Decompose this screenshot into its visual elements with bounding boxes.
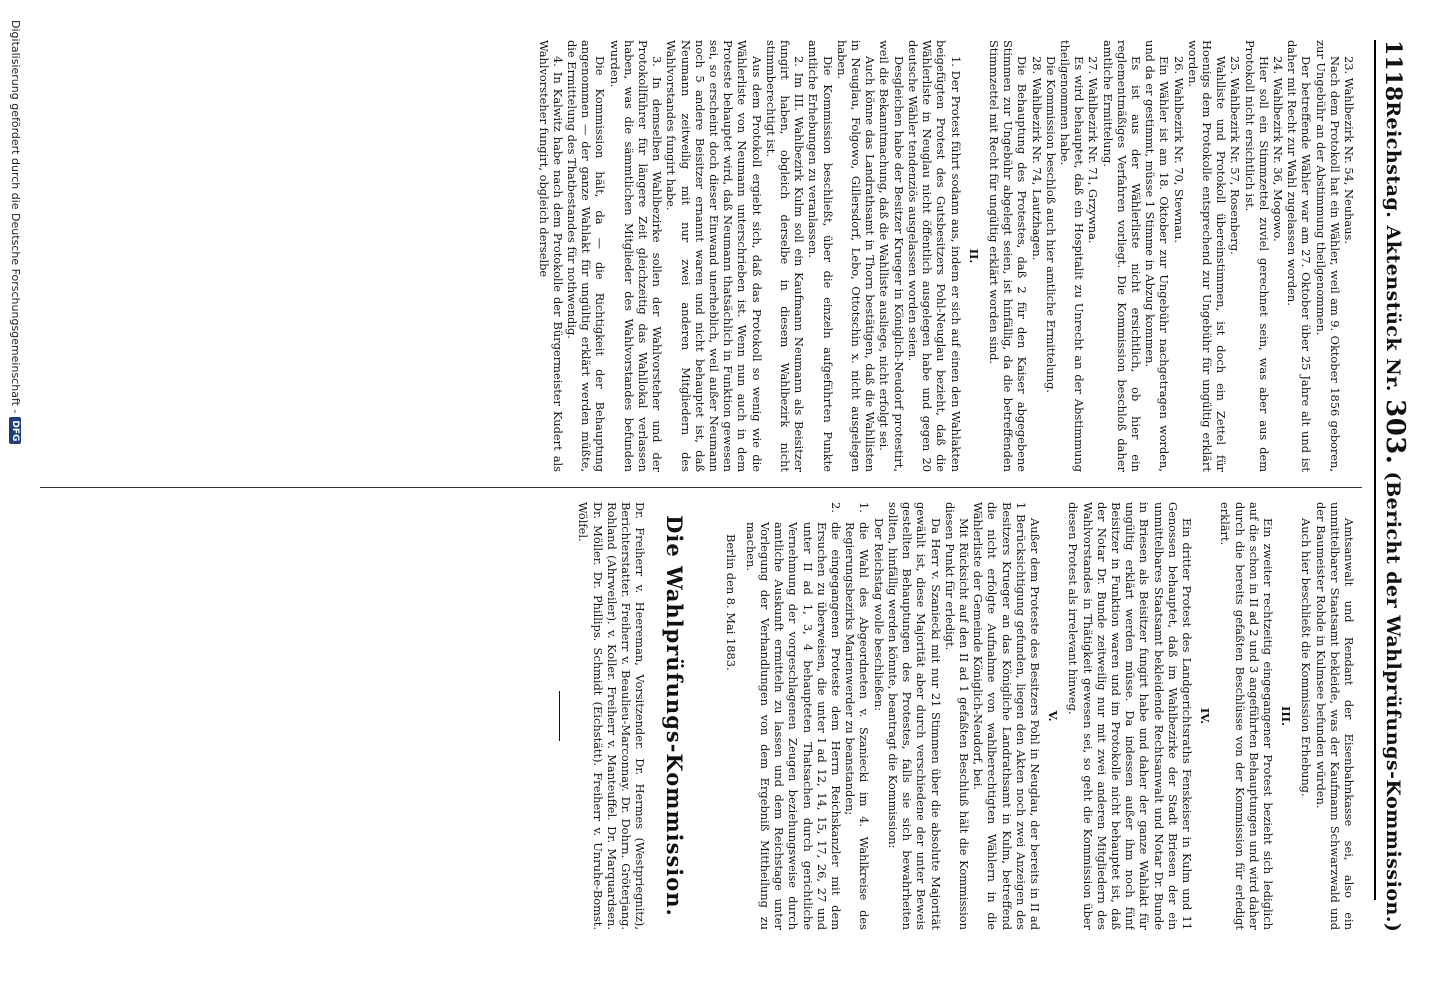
paragraph: 3. In demselben Wahlbezirke sollen der Wahlvorsteher und der Protokollführer für längere Zeit gleichzeitig das Wahllokal verlassen haben, was die sämmtlichen Mitglieder des Wahlvorstandes befunden wurden.: [607, 40, 665, 472]
paragraph: 26. Wahlbezirk Nr. 70, Stewnau.: [1171, 56, 1186, 243]
page-header: [1374, 40, 1414, 933]
paragraph: 1. Der Protest führt sodann aus, indem er sich auf einen den Wahlakten beigefügten Protest des Gutsbesitzers Pohl-Neuglau bezieht, daß die Wählerliste in Neuglau nicht öffentlich ausgelegen habe und gegen 20 deutsche Wähler tendenziös ausgelassen worden seien.: [905, 40, 963, 472]
paragraph: Es wird behauptet, daß ein Hospitalit zu Unrecht an der Abstimmung theilgenommen habe.: [1057, 40, 1087, 472]
page-number: 1118: [1380, 40, 1406, 102]
paragraph: Ein zweiter rechtzeitig eingegangener Protest bezieht sich lediglich auf die schon in II ad 2 und 3 angeführten Behauptungen und wird daher durch die bereits gefaßten Beschlüsse von der Kommission für erledigt erklärt.: [1218, 502, 1275, 930]
running-title-suffix: (Bericht der Wahlprüfungs-Kommission.): [1382, 471, 1404, 933]
section-heading-iii: III.: [1279, 706, 1294, 726]
section-heading-iv: IV.: [1198, 707, 1213, 725]
motion-item: [744, 502, 843, 930]
paragraph: Es ist aus der Wählerliste nicht ersichtlich, ob hier ein reglementmäßiges Verfahren vorliegt. Die Kommission beschloß daher amtliche Ermittelung.: [1100, 40, 1143, 472]
paragraph: Ein Wähler ist am 18. Oktober zur Ungebühr nachgetragen worden, und da er gestimmt, müsse 1 Stimme in Abzug kommen.: [1143, 40, 1172, 472]
paragraph: Desgleichen habe der Besitzer Krueger in Königlich-Neudorf protestirt, weil die Bekanntmachung, daß die Wahlliste ausliege, nicht erfolgt sei.: [877, 40, 906, 472]
closing-rule: [559, 691, 560, 741]
right-paragraph-list: [1299, 502, 1356, 930]
paragraph: Der Reichstag wolle beschließen:: [871, 518, 886, 712]
paragraph: 24. Wahlbezirk Nr. 36, Mogowo.: [1270, 56, 1285, 242]
paragraph: Auch könne das Landrathsamt in Thorn bestätigen, daß die Wahllisten in Neuglau, Folgowo, Gillersdorf, Lebo, Ottotschin x. nicht ausgelegen haben.: [834, 40, 878, 472]
motion-list: [744, 502, 872, 930]
digitization-credit: [9, 20, 22, 444]
paragraph: Aus dem Protokoll ergiebt sich, daß das Protokoll so wenig wie die Wählerliste von Neumann unterschrieben ist. Wenn nun auch in dem Proteste behauptet wird, daß Neumann thatsächlich in Funktion gewesen sei, so erscheint doch dieser Einwand unerheblich, weil außer Neumann noch 5 andere Beisitzer ernannt waren und nicht behauptet ist, daß Neumann zeitweilig mit nur zwei anderen Mitgliedern des Wahlvorstandes fungirt habe.: [664, 40, 764, 472]
section-heading-v: V.: [1046, 710, 1061, 722]
dfg-logo: DFG: [10, 417, 22, 444]
section-iv-paragraph-list: [1066, 502, 1194, 930]
paragraph: 4. In Kalwitz habe nach dem Protokolle der Bürgermeister Kudert als Wahlvorsteher fungirt, obgleich derselbe: [536, 40, 565, 472]
date-line: Berlin den 8. Mai 1883.: [723, 534, 738, 671]
commission-heading: Die Wahlprüfungs-Kommission.: [662, 515, 688, 917]
paragraph: Amtsanwalt und Rendant der Eisenbahnkasse sei, also ein unmittelbarer Staatsamt bekleide, was der Kaufmann Schwarzwald und der Baumeister Rohde in Kulmsee befunden würden.: [1313, 502, 1356, 930]
commission-members: Dr. Freiherr v. Heereman, Vorsitzender. Dr. Hermes (Westpriegnitz), Berichterstatter. Freiherr v. Beaulieu-Marconnay. Dr. Dohrn. Gröterjang. Rohland (Ahrweiler). v. Koller. Freiherr v. Manteuffel. Dr. Marquardsen. Dr. Möller. Dr. Phillips. Schmidt (Eichstätt). Freiherr v. Unruhe-Bomst. Wölfel.: [576, 502, 648, 930]
running-title-main: Aktenstück Nr.: [1382, 225, 1404, 392]
motion-number: 1.: [857, 502, 872, 513]
issue-number: 303.: [1380, 399, 1410, 465]
section-heading-ii: II.: [966, 248, 981, 264]
paragraph: Da Herr v. Szaniecki mit nur 21 Stimmen über die absolute Majorität gewählt ist, diese Majorität aber durch verschiedene der unter Beweis gestellten Behauptungen des Protestes, falls sie sich bewahrheiten sollten, hinfällig werden könnte, beantragt die Kommission:: [885, 502, 943, 930]
section-v-paragraph-list: [872, 502, 1042, 930]
left-column: [40, 40, 1356, 472]
credit-text: Digitalisierung gefördert durch die Deutsche Forschungsgemeinschaft -: [9, 20, 22, 414]
paragraph: Außer dem Proteste des Besitzers Pohl in Neuglau, der bereits in II ad 1 Berücksichtigung gefunden, liegen den Akten noch zwei Anzeigen des Besitzers Krueger an das Königliche Landrathsamt in Kulm, betreffend die nicht erfolgte Aufnahme von wahlberechtigten Wählern in die Wählerliste der Gemeinde Königlich-Neudorf, bei.: [971, 502, 1042, 930]
paragraph: Die Kommission beschloß auch hier amtliche Ermittelung.: [1043, 56, 1058, 394]
right-column: [40, 502, 1356, 930]
column-divider: [40, 487, 1362, 488]
running-title-prefix: Reichstag.: [1382, 101, 1404, 219]
paragraph: Nach dem Protokoll hat ein Wähler, weil am 9. Oktober 1856 geboren, zur Ungebühr an der Abstimmung theilgenommen.: [1313, 40, 1342, 472]
section-iii-paragraph-list: [1218, 502, 1275, 930]
paragraph: 25. Wahlbezirk Nr. 57, Rosenberg.: [1228, 56, 1243, 255]
paragraph: 27. Wahlbezirk Nr. 71, Grzywna.: [1086, 56, 1101, 244]
section-ii-paragraph-list: [536, 40, 962, 472]
paragraph: Die Kommission beschließt, über die einzeln aufgeführten Punkte amtliche Erhebungen zu veranlassen.: [806, 40, 835, 472]
paragraph: 28. Wahlbezirk Nr. 74, Lautzhagen.: [1029, 56, 1044, 261]
motion-number: 2.: [829, 502, 844, 513]
paragraph: Wahlliste und Protokoll übereinstimmen, ist doch ein Zettel für Hoenigs dem Protokolle entsprechend zur Ungebühr für ungültig erklärt worden.: [1185, 40, 1229, 472]
paragraph: 2. Im III. Wahlbezirk Kulm soll ein Kaufmann Neumann als Beisitzer fungirt haben, obgleich derselbe in diesem Wahlbezirk nicht stimmberechtigt ist.: [763, 40, 807, 472]
motion-text: die eingegangenen Proteste dem Herrn Reichskanzler mit dem Ersuchen zu überweisen, die unter I ad 12, 14, 15, 17, 26, 27 und unter II ad 1, 3, 4 behaupteten Thatsachen durch gerichtliche Vernehmung der vorgeschlagenen Zeugen beziehungsweise durch amtliche Auskunft ermitteln zu lassen und dem Reichstage unter Vorlegung der Verhandlungen von dem Ergebniß Mittheilung zu machen.: [743, 522, 844, 930]
paragraph: 23. Wahlbezirk Nr. 54, Neuhaus.: [1342, 56, 1356, 244]
paragraph: Mit Rücksicht auf den II ad 1 gefaßten Beschluß hält die Kommission diesen Punkt für erledigt.: [942, 502, 971, 930]
paragraph: Die Kommission hält, da — die Richtigkeit der Behauptung angenommen — der ganze Wahlakt für ungültig erklärt werden müßte, die Ermittelung des Thatbestandes für nothwendig.: [565, 40, 608, 472]
paragraph: Der betreffende Wähler war am 27. Oktober über 25 Jahre alt und ist daher mit Recht zur Wahl zugelassen worden.: [1285, 40, 1314, 472]
motion-item: [843, 502, 871, 930]
left-paragraph-list: [987, 40, 1356, 472]
motion-text: die Wahl des Abgeordneten v. Szaniecki im 4. Wahlkreise des Regierungsbezirks Marienwerder zu beanstanden;: [843, 522, 872, 930]
paragraph: Die Behauptung des Protestes, daß 2 für den Kaiser abgegebene Stimmen zur Ungebühr abgelegt seien, ist hinfällig, da die betreffenden Stimmzettel mit Recht für ungültig erklärt worden sind.: [986, 40, 1030, 472]
paragraph: Hier soll ein Stimmzettel zuviel gerechnet sein, was aber aus dem Protokoll nicht ersichtlich ist.: [1242, 40, 1271, 472]
paragraph: Ein dritter Protest des Landgerichtsraths Fenskeiser in Kulm und 11 Genossen behauptet, daß im Wahlbezirke der Stadt Briesen der ein unmittelbares Staatsamt bekleidende Rechtsanwalt und Notar Dr. Bunde in Briesen als Beisitzer fungirt habe und daher der ganze Wahlakt für ungültig erklärt werden müsse. Da indessen außer ihm noch fünf Beisitzer in Funktion waren und im Protokolle nicht behauptet ist, daß der Notar Dr. Bunde zeitweilig nur mit zwei anderen Mitgliedern des Wahlvorstandes in Thätigkeit gewesen sei, so geht die Kommission über diesen Protest als irrelevant hinweg.: [1066, 502, 1194, 930]
paragraph: Auch hier beschließt die Kommission Erhebung.: [1299, 518, 1314, 797]
running-title: [1380, 101, 1410, 932]
